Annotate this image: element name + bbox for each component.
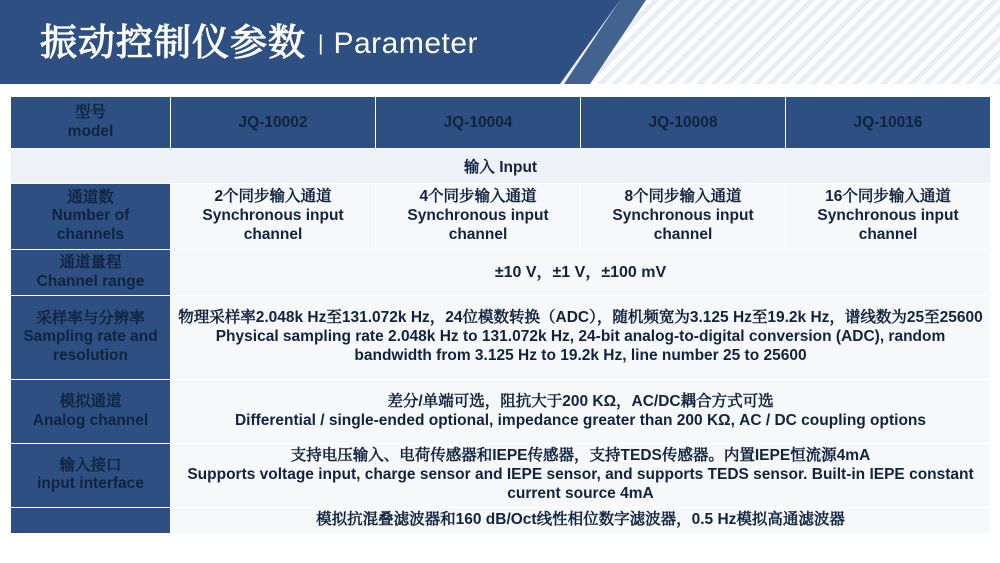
cell-cn: 8个同步输入通道 <box>624 188 742 206</box>
cell-cn: 物理采样率2.048k Hz至131.072k Hz，24位模数转换（ADC），随机频宽为3.125 Hz至19.2k Hz，谱线数为25至25600 <box>178 309 983 327</box>
cell-channels-model-1 <box>171 184 376 250</box>
header-model-en: model <box>67 122 114 140</box>
row-label-en: Analog channel <box>32 411 149 429</box>
table-row <box>11 296 991 380</box>
row-label-channel-range <box>11 250 171 296</box>
specification-table <box>10 96 991 534</box>
cell-en: Synchronous input channel <box>817 207 959 243</box>
cell-channels-model-3 <box>581 184 786 250</box>
header-cell-model <box>11 97 171 149</box>
table-row <box>11 380 991 444</box>
table-row <box>11 444 991 508</box>
cell-channel-range-value <box>171 250 991 296</box>
row-label-analog-channel <box>11 380 171 444</box>
row-label-cn: 通道数 <box>67 188 114 206</box>
title-separator: | <box>318 32 324 55</box>
row-label-cn: 采样率与分辨率 <box>36 309 145 327</box>
table-row <box>11 184 991 250</box>
cell-input-interface-value <box>171 444 991 508</box>
row-label-number-of-channels <box>11 184 171 250</box>
row-label-en: Number of channels <box>51 207 130 243</box>
row-label-filter <box>11 507 171 533</box>
header-cell-model-2: JQ-10004 <box>376 97 581 149</box>
header-cell-model-4: JQ-10016 <box>786 97 991 149</box>
cell-channels-model-4 <box>786 184 991 250</box>
header-cell-model-3: JQ-10008 <box>581 97 786 149</box>
page-header <box>0 0 1000 84</box>
row-label-en: input interface <box>37 475 144 493</box>
cell-en: Supports voltage input, charge sensor and IEPE sensor, and supports TEDS sensor. Built-in IEPE constant current source 4mA <box>187 465 974 502</box>
section-row-input <box>11 149 991 184</box>
table-row <box>11 507 991 533</box>
header-title <box>40 0 478 84</box>
cell-filter-value <box>171 507 991 533</box>
cell-cn: 4个同步输入通道 <box>419 188 537 206</box>
cell-en: Synchronous input channel <box>612 207 754 243</box>
header-cell-model-1: JQ-10002 <box>171 97 376 149</box>
table-row <box>11 250 991 296</box>
cell-en: Physical sampling rate 2.048k Hz to 131.072k Hz, 24-bit analog-to-digital conversion (ADC), random bandwidth from 3.125 Hz to 19.2k Hz, line number 25 to 25600 <box>215 328 946 364</box>
row-label-cn: 输入接口 <box>59 456 122 474</box>
cell-en: Synchronous input channel <box>202 207 344 243</box>
page-title-en: Parameter <box>333 27 479 60</box>
cell-cn: 16个同步输入通道 <box>825 188 951 206</box>
cell-en: Synchronous input channel <box>407 207 549 243</box>
page-title-cn: 振动控制仪参数 <box>40 21 306 63</box>
cell-analog-channel-value <box>171 380 991 444</box>
cell-cn: 2个同步输入通道 <box>214 188 332 206</box>
row-label-cn: 模拟通道 <box>59 392 122 410</box>
row-label-input-interface <box>11 444 171 508</box>
cell-channels-model-2 <box>376 184 581 250</box>
cell-sampling-rate-value <box>171 296 991 380</box>
table-header-row <box>11 97 991 149</box>
cell-en: Differential / single-ended optional, impedance greater than 200 KΩ, AC / DC coupling options <box>234 411 927 429</box>
row-label-en: Sampling rate and resolution <box>23 328 158 364</box>
cell-cn: 模拟抗混叠滤波器和160 dB/Oct线性相位数字滤波器，0.5 Hz模拟高通滤波器 <box>316 510 845 528</box>
row-label-en: Channel range <box>36 272 145 290</box>
cell-cn: 差分/单端可选，阻抗大于200 KΩ，AC/DC耦合方式可选 <box>387 392 774 410</box>
header-model-cn: 型号 <box>74 104 106 122</box>
cell-cn: 支持电压输入、电荷传感器和IEPE传感器，支持TEDS传感器。内置IEPE恒流源4mA <box>290 447 871 464</box>
row-label-cn: 通道量程 <box>59 253 122 271</box>
row-label-sampling-rate <box>11 296 171 380</box>
cell-text: ±10 V，±1 V，±100 mV <box>494 263 667 281</box>
section-title-input: 输入 Input <box>11 149 991 184</box>
